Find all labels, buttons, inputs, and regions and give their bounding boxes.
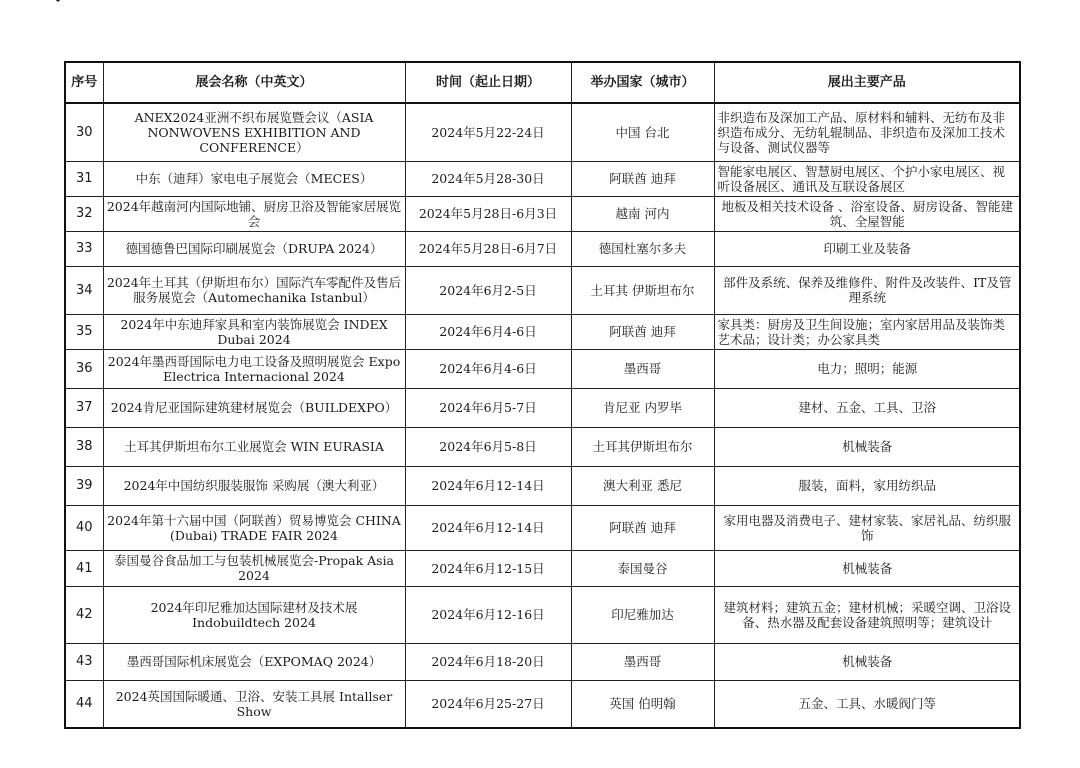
cell-products: 部件及系统、保养及维修件、附件及改装件、IT及管理系统 <box>714 266 1020 314</box>
cell-country-city: 泰国曼谷 <box>571 550 714 586</box>
cell-exhibition-name: 土耳其伊斯坦布尔工业展览会 WIN EURASIA <box>103 427 405 466</box>
cell-index: 44 <box>65 680 103 728</box>
cell-date: 2024年5月28日-6月3日 <box>405 196 571 231</box>
cell-country-city: 中国 台北 <box>571 103 714 161</box>
cell-country-city: 土耳其 伊斯坦布尔 <box>571 266 714 314</box>
header-date: 时间（起止日期） <box>405 62 571 103</box>
table-row <box>65 586 1020 643</box>
cell-country-city: 墨西哥 <box>571 643 714 680</box>
cell-date: 2024年6月12-16日 <box>405 586 571 643</box>
cell-date: 2024年6月4-6日 <box>405 349 571 388</box>
cell-country-city: 德国杜塞尔多夫 <box>571 231 714 266</box>
cell-date: 2024年5月22-24日 <box>405 103 571 161</box>
cell-products: 机械装备 <box>714 550 1020 586</box>
table-row <box>65 466 1020 505</box>
cell-products: 五金、工具、水暖阀门等 <box>714 680 1020 728</box>
cell-date: 2024年6月4-6日 <box>405 314 571 349</box>
cell-exhibition-name: 泰国曼谷食品加工与包装机械展览会-Propak Asia 2024 <box>103 550 405 586</box>
cell-country-city: 印尼雅加达 <box>571 586 714 643</box>
table-row <box>65 427 1020 466</box>
table-row <box>65 266 1020 314</box>
table-header-row <box>65 62 1020 103</box>
cell-exhibition-name: 2024年印尼雅加达国际建材及技术展 Indobuildtech 2024 <box>103 586 405 643</box>
cell-date: 2024年6月12-14日 <box>405 466 571 505</box>
cell-exhibition-name: 2024年墨西哥国际电力电工设备及照明展览会 Expo Electrica Internacional 2024 <box>103 349 405 388</box>
cell-country-city: 阿联酋 迪拜 <box>571 161 714 196</box>
table-row <box>65 231 1020 266</box>
cell-products: 地板及相关技术设备 、浴室设备、厨房设备、智能建筑、全屋智能 <box>714 196 1020 231</box>
cell-products: 非织造布及深加工产品、原材料和辅料、无纺布及非织造布成分、无纺轧辊制品、非织造布及深加工技术与设备、测试仪器等 <box>714 103 1020 161</box>
header-exhibition-name: 展会名称（中英文） <box>103 62 405 103</box>
exhibition-table <box>64 61 1021 729</box>
cell-exhibition-name: 2024年越南河内国际地铺、厨房卫浴及智能家居展览会 <box>103 196 405 231</box>
cell-exhibition-name: ANEX2024亚洲不织布展览暨会议（ASIA NONWOVENS EXHIBITION AND CONFERENCE） <box>103 103 405 161</box>
cell-index: 34 <box>65 266 103 314</box>
cell-exhibition-name: 墨西哥国际机床展览会（EXPOMAQ 2024） <box>103 643 405 680</box>
cell-exhibition-name: 2024年中东迪拜家具和室内装饰展览会 INDEX Dubai 2024 <box>103 314 405 349</box>
cell-date: 2024年5月28-30日 <box>405 161 571 196</box>
table-row <box>65 103 1020 161</box>
cell-products: 印刷工业及装备 <box>714 231 1020 266</box>
cell-date: 2024年6月5-8日 <box>405 427 571 466</box>
cell-products: 家用电器及消费电子、建材家装、家居礼品、纺织服饰 <box>714 505 1020 550</box>
cell-country-city: 肯尼亚 内罗毕 <box>571 388 714 427</box>
cell-index: 32 <box>65 196 103 231</box>
cell-index: 38 <box>65 427 103 466</box>
cell-index: 42 <box>65 586 103 643</box>
cell-exhibition-name: 德国德鲁巴国际印刷展览会（DRUPA 2024） <box>103 231 405 266</box>
cell-country-city: 墨西哥 <box>571 349 714 388</box>
cell-date: 2024年5月28日-6月7日 <box>405 231 571 266</box>
cell-country-city: 阿联酋 迪拜 <box>571 505 714 550</box>
table-row <box>65 349 1020 388</box>
cell-date: 2024年6月12-15日 <box>405 550 571 586</box>
cell-date: 2024年6月18-20日 <box>405 643 571 680</box>
table-row <box>65 161 1020 196</box>
cell-country-city: 土耳其伊斯坦布尔 <box>571 427 714 466</box>
cell-exhibition-name: 2024年中国纺织服装服饰 采购展（澳大利亚） <box>103 466 405 505</box>
cell-country-city: 英国 伯明翰 <box>571 680 714 728</box>
table-row <box>65 550 1020 586</box>
header-index: 序号 <box>65 62 103 103</box>
cell-index: 35 <box>65 314 103 349</box>
cell-products: 机械装备 <box>714 427 1020 466</box>
cell-index: 39 <box>65 466 103 505</box>
cell-exhibition-name: 2024肯尼亚国际建筑建材展览会（BUILDEXPO） <box>103 388 405 427</box>
cell-index: 37 <box>65 388 103 427</box>
table-row <box>65 388 1020 427</box>
table-row <box>65 680 1020 728</box>
table-row <box>65 643 1020 680</box>
table-row <box>65 505 1020 550</box>
cell-date: 2024年6月12-14日 <box>405 505 571 550</box>
cell-index: 31 <box>65 161 103 196</box>
cell-products: 建筑材料；建筑五金；建材机械；采暖空调、卫浴设备、热水器及配套设备建筑照明等；建筑设计 <box>714 586 1020 643</box>
cell-products: 电力；照明；能源 <box>714 349 1020 388</box>
close-icon <box>36 0 84 14</box>
cell-exhibition-name: 2024年第十六届中国（阿联酋）贸易博览会 CHINA (Dubai) TRADE FAIR 2024 <box>103 505 405 550</box>
table-row <box>65 196 1020 231</box>
close-button[interactable] <box>36 0 84 14</box>
cell-index: 41 <box>65 550 103 586</box>
cell-index: 33 <box>65 231 103 266</box>
cell-country-city: 澳大利亚 悉尼 <box>571 466 714 505</box>
cell-index: 36 <box>65 349 103 388</box>
header-products: 展出主要产品 <box>714 62 1020 103</box>
cell-exhibition-name: 中东（迪拜）家电电子展览会（MECES） <box>103 161 405 196</box>
cell-date: 2024年6月5-7日 <box>405 388 571 427</box>
cell-date: 2024年6月2-5日 <box>405 266 571 314</box>
cell-products: 智能家电展区、智慧厨电展区、个护小家电展区、视听设备展区、通讯及互联设备展区 <box>714 161 1020 196</box>
header-country-city: 举办国家（城市） <box>571 62 714 103</box>
cell-exhibition-name: 2024年土耳其（伊斯坦布尔）国际汽车零配件及售后服务展览会（Automechanika Istanbul） <box>103 266 405 314</box>
cell-products: 服装，面料，家用纺织品 <box>714 466 1020 505</box>
cell-index: 30 <box>65 103 103 161</box>
cell-products: 建材、五金、工具、卫浴 <box>714 388 1020 427</box>
cell-index: 40 <box>65 505 103 550</box>
cell-country-city: 越南 河内 <box>571 196 714 231</box>
cell-exhibition-name: 2024英国国际暖通、卫浴、安装工具展 Intallser Show <box>103 680 405 728</box>
table-row <box>65 314 1020 349</box>
cell-products: 机械装备 <box>714 643 1020 680</box>
cell-country-city: 阿联酋 迪拜 <box>571 314 714 349</box>
cell-date: 2024年6月25-27日 <box>405 680 571 728</box>
cell-index: 43 <box>65 643 103 680</box>
cell-products: 家具类：厨房及卫生间设施；室内家居用品及装饰类艺术品；设计类；办公家具类 <box>714 314 1020 349</box>
